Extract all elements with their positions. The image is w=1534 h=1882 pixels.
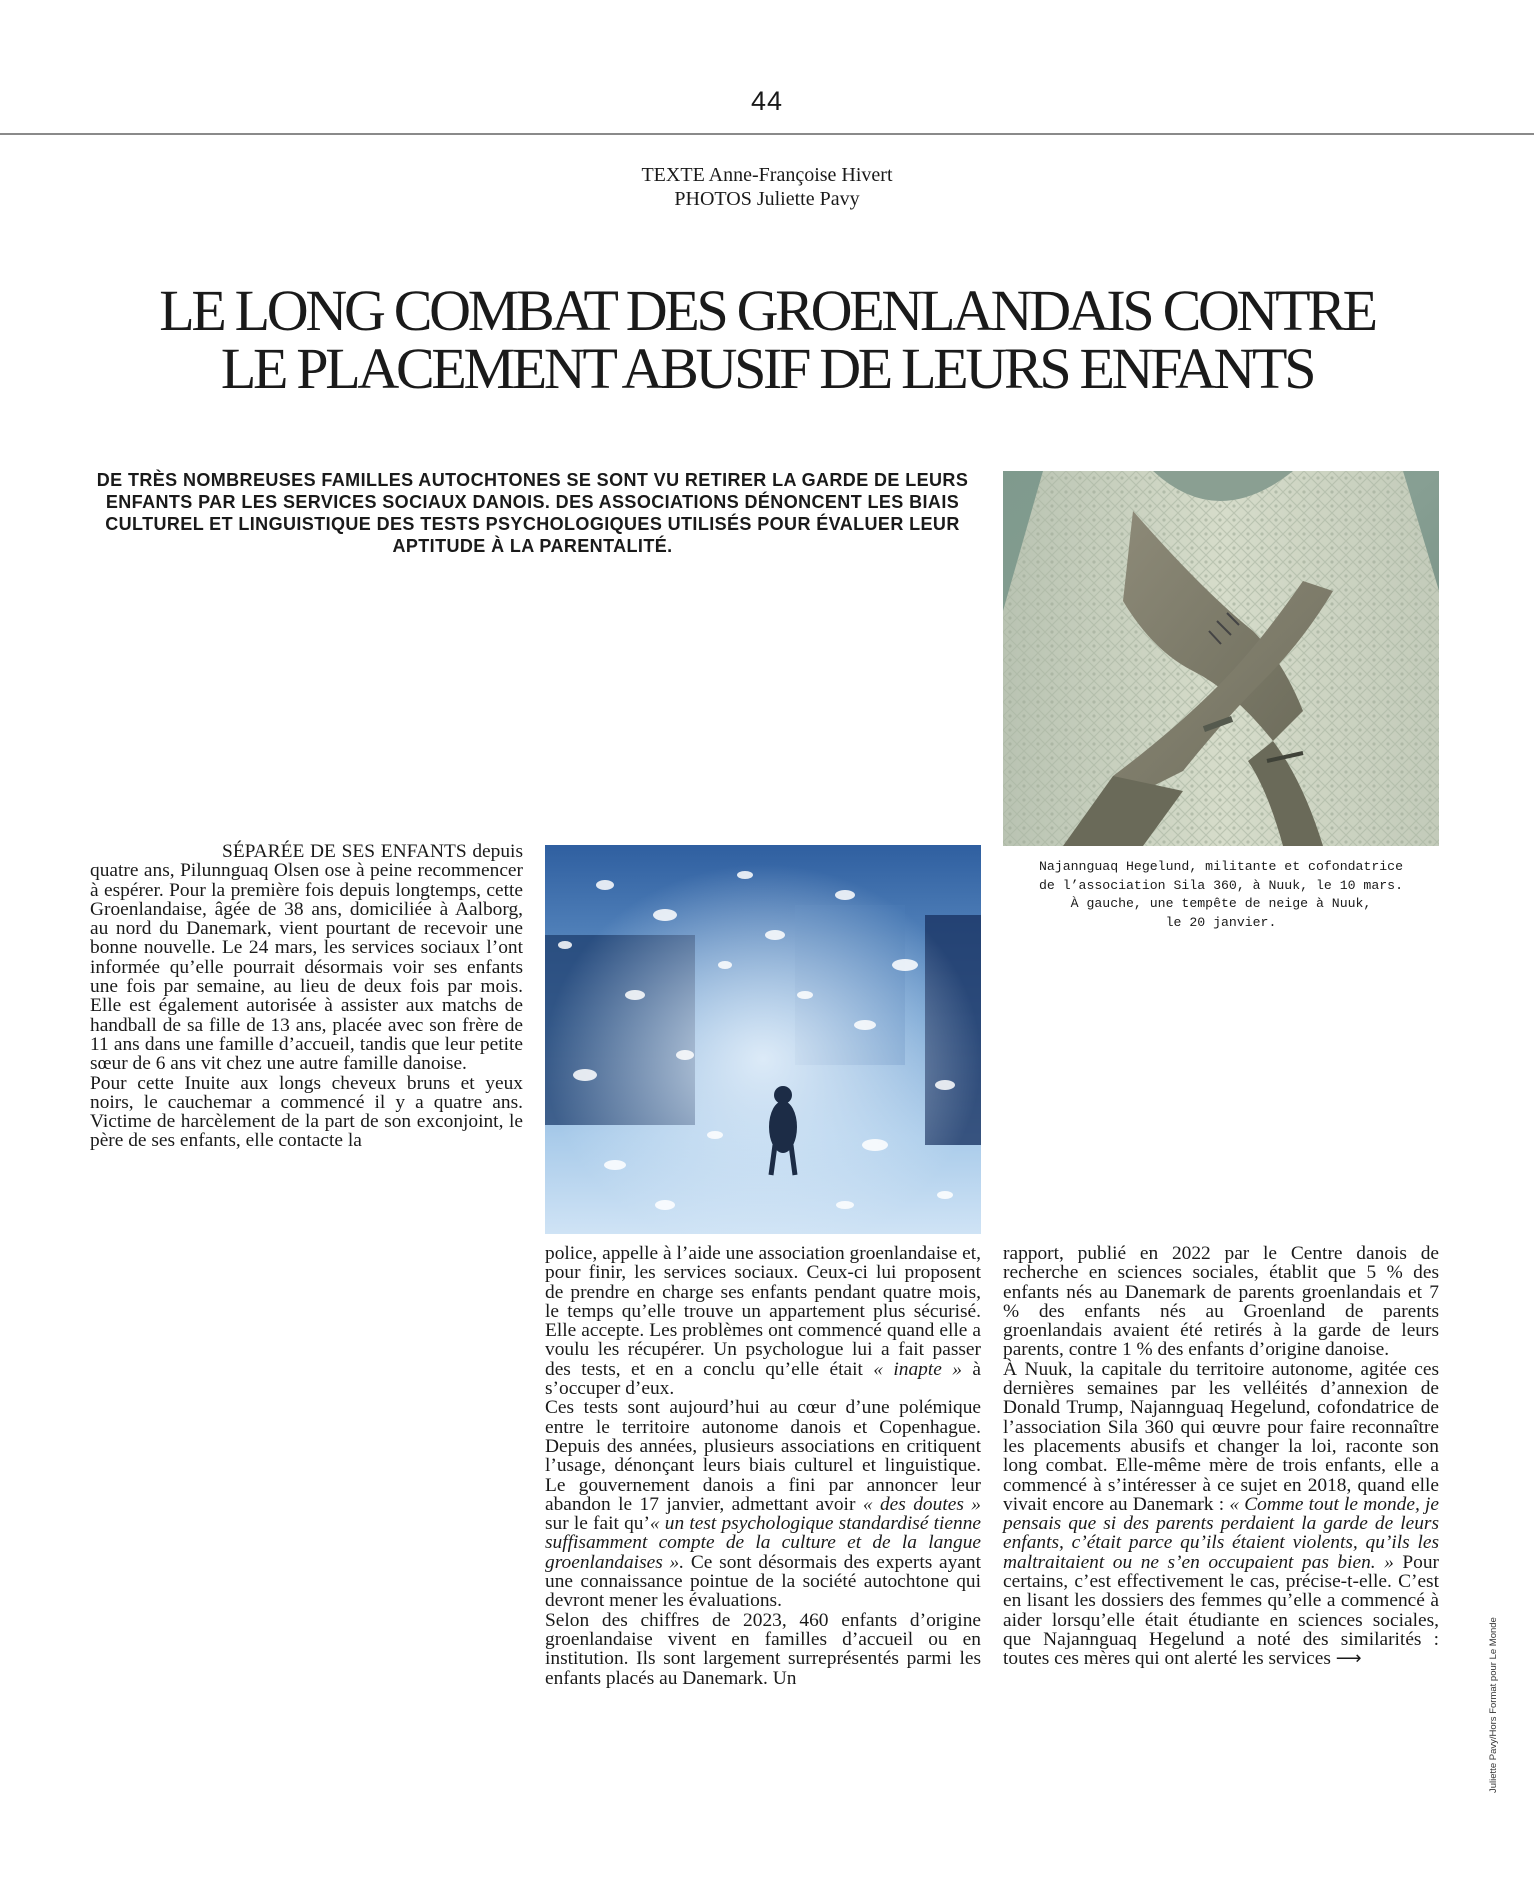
paragraph: rapport, publié en 2022 par le Centre danois de recherche en sciences sociales, établit que 5 % des enfants nés au Danemark de parents groenlandais et 7 % des enfants nés au Groenland de parents groenlandais avaient été retirés à la garde de leurs parents, contre 1 % des enfants d’origine danoise. xyxy=(1003,1243,1439,1361)
continue-arrow-icon: ⟶ xyxy=(1335,1648,1362,1670)
paragraph xyxy=(545,1398,981,1610)
body-column-1 xyxy=(90,842,523,1151)
paragraph-text: à s’occuper d’eux. xyxy=(545,1358,981,1400)
headline xyxy=(60,278,1474,401)
lead-in: SÉPARÉE DE SES ENFANTS xyxy=(222,841,467,862)
header-rule xyxy=(0,133,1534,135)
paragraph-text: Ces tests sont aujourd’hui au cœur d’une polémique entre le territoire autonome danois et Copenhague. Depuis des années, plusieurs associations en critiquent l’usage, dénonçant leurs biais culturel et linguistique. Le gouvernement danois a fini par annoncer leur abandon le 17 janvier, admettant avoir xyxy=(545,1397,981,1515)
page-number: 44 xyxy=(750,86,784,116)
paragraph-text: sur le fait qu’ xyxy=(545,1513,650,1535)
caption-line-2: de l’association Sila 360, à Nuuk, le 10 mars. xyxy=(1038,877,1404,893)
caption-line-4: le 20 janvier. xyxy=(1165,914,1277,930)
photo-caption xyxy=(1003,858,1439,932)
quote: « un test psychologique standardisé tienne suffisamment compte de la culture et de la langue groenlandaises ». xyxy=(545,1513,981,1573)
paragraph xyxy=(545,1244,981,1398)
quote: « inapte » xyxy=(873,1358,962,1380)
paragraph: Pour cette Inuite aux longs cheveux bruns et yeux noirs, le cauchemar a commencé il y a quatre ans. Victime de harcèlement de la part de son exconjoint, le père de ses enfants, elle contacte la xyxy=(90,1072,523,1152)
standfirst: DE TRÈS NOMBREUSES FAMILLES AUTOCHTONES SE SONT VU RETIRER LA GARDE DE LEURS ENFANTS PAR LES SERVICES SOCIAUX DANOIS. DES ASSOCIATIONS DÉNONCENT LES BIAIS CULTUREL ET LINGUISTIQUE DES TESTS PSYCHOLOGIQUES UTILISÉS POUR ÉVALUER LEUR APTITUDE À LA PARENTALITÉ. xyxy=(96,470,969,556)
snowstorm-photo xyxy=(545,845,981,1234)
paragraph xyxy=(90,842,523,1074)
paragraph-text: police, appelle à l’aide une association groenlandaise et, pour finir, les services sociaux. Ceux-ci lui proposent de prendre en charge ses enfants pendant quatre mois, le temps qu’elle trouve un appartement plus sécurisé. Elle accepte. Les problèmes ont commencé quand elle a voulu les récupérer. Un psychologue lui a fait passer des tests, et en a conclu qu’elle était xyxy=(545,1243,981,1380)
headline-line-2: LE PLACEMENT ABUSIF DE LEURS ENFANTS xyxy=(220,336,1314,401)
quote: « des doutes » xyxy=(862,1493,981,1515)
caption-line-3: À gauche, une tempête de neige à Nuuk, xyxy=(1070,896,1372,911)
paragraph-text: À Nuuk, la capitale du territoire autonome, agitée ces dernières semaines par les velléités d’annexion de Donald Trump, Najannguaq Hegelund, cofondatrice de l’association Sila 360 qui œuvre pour faire reconnaître les placements abusifs et changer la loi, raconte son long combat. Elle-même mère de trois enfants, elle a commencé à s’intéresser à ce sujet en 2018, quand elle vivait encore au Danemark : xyxy=(1003,1358,1439,1515)
paragraph-text: depuis quatre ans, Pilunnguaq Olsen ose à peine recommencer à espérer. Pour la première fois depuis longtemps, cette Groenlandaise, âgée de 38 ans, domiciliée à Aalborg, au nord du Danemark, vient pourtant de recevoir une bonne nouvelle. Le 24 mars, les services sociaux l’ont informée qu’elle pourrait désormais voir ses enfants une fois par semaine, au lieu de deux fois par mois. Elle est également autorisée à assister aux matchs de handball de sa fille de 13 ans, placée avec son frère de 11 ans dans une famille d’accueil, tandis que leur petite sœur de 6 ans vit chez une autre famille danoise. xyxy=(90,841,523,1075)
paragraph: Selon des chiffres de 2023, 460 enfants d’origine groenlandaise vivent en familles d’accueil ou en institution. Ils sont largement surreprésentés parmi les enfants placés au Danemark. Un xyxy=(545,1609,981,1689)
body-column-3 xyxy=(1003,1244,1439,1669)
photo-side-credit: Juliette Pavy/Hors Format pour Le Monde xyxy=(1488,1617,1499,1793)
author-credit: TEXTE Anne-Françoise Hivert xyxy=(641,164,893,186)
photo-credit: PHOTOS Juliette Pavy xyxy=(674,188,860,210)
paragraph xyxy=(1003,1360,1439,1669)
portrait-photo xyxy=(1003,471,1439,846)
byline xyxy=(0,163,1534,211)
paragraph-text: Pour certains, c’est effectivement le cas, précise-t-elle. C’est en lisant les dossiers des femmes qu’elle a commencé à aider lorsqu’elle était étudiante en sciences sociales, que Najannguaq Hegelund a noté des similarités : toutes ces mères qui ont alerté les services xyxy=(1003,1551,1439,1670)
headline-line-1: LE LONG COMBAT DES GROENLANDAIS CONTRE xyxy=(159,278,1375,343)
quote: « Comme tout le monde, je pensais que si des parents perdaient la garde de leurs enfants, c’était parce qu’ils étaient violents, qu’ils les maltraitaient ou ne s’en occupaient pas bien. » xyxy=(1003,1493,1439,1573)
paragraph-text: Ce sont désormais des experts ayant une connaissance pointue de la société autochtone qui devront mener les évaluations. xyxy=(545,1551,982,1612)
body-column-2 xyxy=(545,1244,981,1688)
caption-line-1: Najannguaq Hegelund, militante et cofondatrice xyxy=(1038,859,1404,874)
